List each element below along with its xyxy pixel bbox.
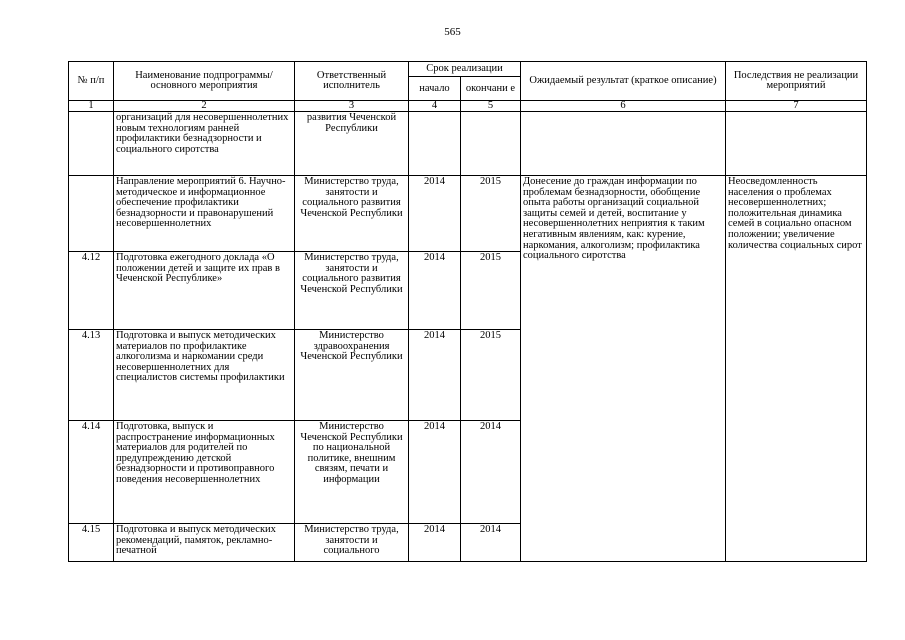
- column-number: 6: [521, 101, 726, 112]
- header-expected-result: Ожидаемый результат (краткое описание): [521, 62, 726, 101]
- column-number: 3: [295, 101, 409, 112]
- row-end: [461, 112, 521, 176]
- row-number: 4.15: [69, 524, 114, 562]
- header-consequences: Последствия не реализации мероприятий: [726, 62, 867, 101]
- column-number: 1: [69, 101, 114, 112]
- column-number: 7: [726, 101, 867, 112]
- expected-result: Донесение до граждан информации по проблемам безнадзорности, обобщение опыта работы организаций социальной защиты семей и детей, воспитание у несовершеннолетних неприятия к таким негативным явлениям, как: курение, наркомания, алкоголизм; профилактика социального сиротства: [521, 176, 726, 562]
- table-row: [69, 176, 867, 252]
- header-number: № п/п: [69, 62, 114, 101]
- row-name: Подготовка, выпуск и распространение информационных материалов для родителей по предупреждению детской безнадзорности и противоправного поведения несовершеннолетних: [114, 421, 295, 524]
- row-executor: Министерство труда, занятости и социального развития Чеченской Республики: [295, 176, 409, 252]
- row-end: 2015: [461, 330, 521, 421]
- empty-cell: [521, 112, 726, 176]
- row-end: 2014: [461, 524, 521, 562]
- row-name: Подготовка и выпуск методических материалов по профилактике алкоголизма и наркомании среди несовершеннолетних для специалистов системы профилактики: [114, 330, 295, 421]
- header-name: Наименование подпрограммы/ основного мероприятия: [114, 62, 295, 101]
- row-start: 2014: [409, 252, 461, 330]
- row-start: [409, 112, 461, 176]
- column-number: 5: [461, 101, 521, 112]
- row-end: 2015: [461, 252, 521, 330]
- page-number: 565: [444, 26, 461, 38]
- row-start: 2014: [409, 524, 461, 562]
- row-executor: Министерство труда, занятости и социального развития Чеченской Республики: [295, 252, 409, 330]
- header-period: Срок реализации: [409, 62, 521, 77]
- header-executor: Ответственный исполнитель: [295, 62, 409, 101]
- row-name: организаций для несовершеннолетних новым технологиям ранней профилактики безнадзорности и социального сиротства: [114, 112, 295, 176]
- header-end: окончани е: [461, 77, 521, 101]
- row-executor: развития Чеченской Республики: [295, 112, 409, 176]
- row-start: 2014: [409, 176, 461, 252]
- row-name: Подготовка и выпуск методических рекомендаций, памяток, рекламно-печатной: [114, 524, 295, 562]
- row-end: 2015: [461, 176, 521, 252]
- row-executor: Министерство труда, занятости и социального: [295, 524, 409, 562]
- row-number: 4.14: [69, 421, 114, 524]
- row-executor: Министерство Чеченской Республики по национальной политике, внешним связям, печати и информации: [295, 421, 409, 524]
- column-number: 2: [114, 101, 295, 112]
- row-number: [69, 112, 114, 176]
- program-table: [68, 61, 867, 562]
- row-name: Подготовка ежегодного доклада «О положении детей и защите их прав в Чеченской Республике»: [114, 252, 295, 330]
- row-executor: Министерство здравоохранения Чеченской Республики: [295, 330, 409, 421]
- row-start: 2014: [409, 421, 461, 524]
- column-number: 4: [409, 101, 461, 112]
- table-row: [69, 112, 867, 176]
- row-end: 2014: [461, 421, 521, 524]
- row-number: 4.12: [69, 252, 114, 330]
- row-number: 4.13: [69, 330, 114, 421]
- row-start: 2014: [409, 330, 461, 421]
- consequences: Неосведомленность населения о проблемах несовершеннолетних; положительная динамика семей в социально опасном положении; увеличение количества социальных сирот: [726, 176, 867, 562]
- row-name: Направление мероприятий 6. Научно-методическое и информационное обеспечение профилактики безнадзорности и правонарушений несовершеннолетних: [114, 176, 295, 252]
- empty-cell: [726, 112, 867, 176]
- row-number: [69, 176, 114, 252]
- header-start: начало: [409, 77, 461, 101]
